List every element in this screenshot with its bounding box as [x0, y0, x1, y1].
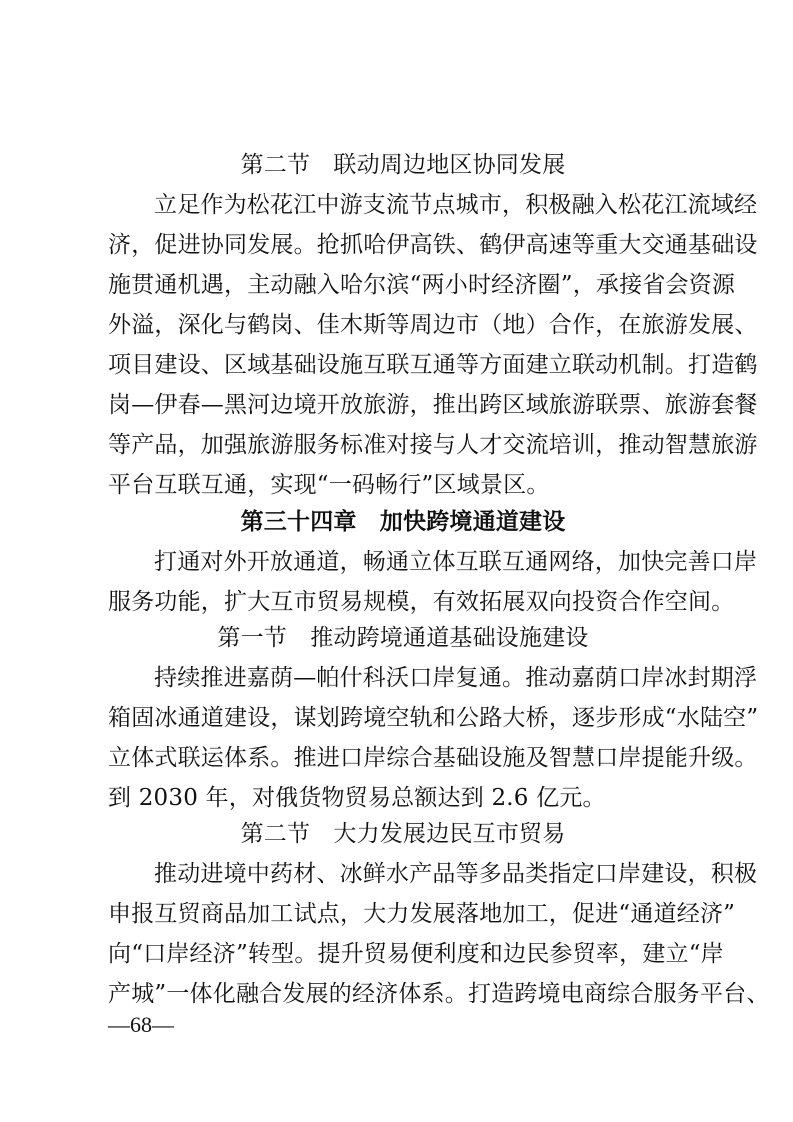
- paragraph-line: 施贯通机遇，主动融入哈尔滨“两小时经济圈”，承接省会资源: [108, 272, 736, 298]
- paragraph-line: 项目建设、区域基础设施互联互通等方面建立联动机制。打造鹤: [108, 352, 758, 378]
- paragraph-line: 打通对外开放通道，畅通立体互联互通网络，加快完善口岸: [154, 549, 758, 575]
- paragraph-line: 等产品，加强旅游服务标准对接与人才交流培训，推动智慧旅游: [108, 432, 758, 458]
- chapter-heading: 第三十四章 加快跨境通道建设: [240, 508, 566, 535]
- paragraph-line: 向“口岸经济”转型。提升贸易便利度和边民参贸率，建立“岸: [108, 941, 724, 967]
- paragraph-line: 济，促进协同发展。抢抓哈伊高铁、鹤伊高速等重大交通基础设: [108, 232, 758, 258]
- paragraph-line: 立体式联运体系。推进口岸综合基础设施及智慧口岸提能升级。: [108, 745, 758, 771]
- paragraph-line: 平台互联互通，实现“一码畅行”区域景区。: [108, 472, 550, 498]
- page-number: —68—: [108, 1012, 174, 1037]
- section-heading: 第二节 联动周边地区协同发展: [240, 152, 566, 178]
- paragraph-line: 服务功能，扩大互市贸易规模，有效拓展双向投资合作空间。: [108, 589, 735, 615]
- section-heading: 第二节 大力发展边民互市贸易: [240, 821, 566, 847]
- paragraph-line: 立足作为松花江中游支流节点城市，积极融入松花江流域经: [154, 192, 758, 218]
- paragraph-line: 申报互贸商品加工试点，大力发展落地加工，促进“通道经济”: [108, 901, 736, 927]
- paragraph-line: 到 2030 年，对俄货物贸易总额达到 2.6 亿元。: [108, 785, 606, 811]
- paragraph-line: 产城”一体化融合发展的经济体系。打造跨境电商综合服务平台、: [108, 981, 770, 1007]
- section-heading: 第一节 推动跨境通道基础设施建设: [217, 625, 589, 651]
- paragraph-line: 岗—伊春—黑河边境开放旅游，推出跨区域旅游联票、旅游套餐: [108, 392, 758, 418]
- paragraph-line: 持续推进嘉荫—帕什科沃口岸复通。推动嘉荫口岸冰封期浮: [154, 665, 758, 691]
- paragraph-line: 箱固冰通道建设，谋划跨境空轨和公路大桥，逐步形成“水陆空”: [108, 705, 759, 731]
- paragraph-line: 外溢，深化与鹤岗、佳木斯等周边市（地）合作，在旅游发展、: [108, 312, 758, 338]
- paragraph-line: 推动进境中药材、冰鲜水产品等多品类指定口岸建设，积极: [154, 861, 758, 887]
